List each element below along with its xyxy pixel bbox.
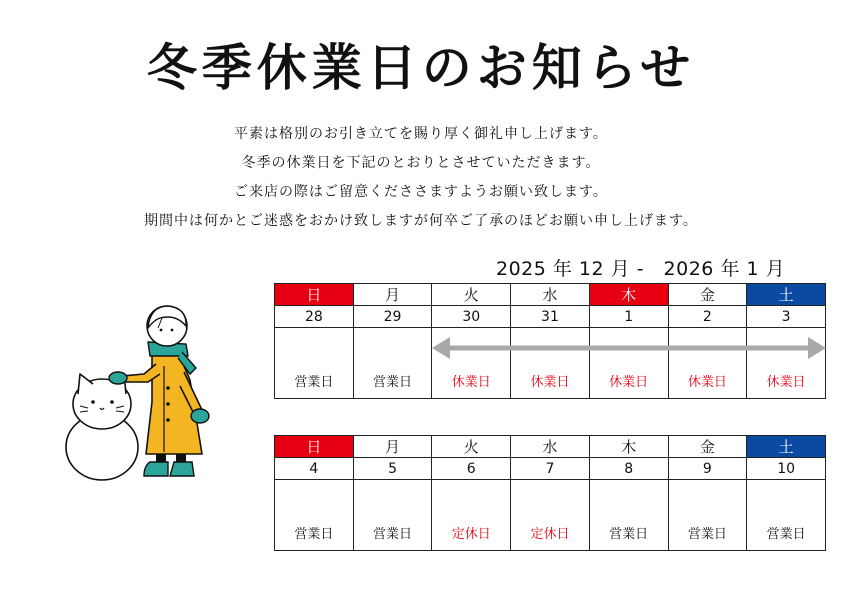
message-line: ご来店の際はご留意くだささますようお願い致します。: [234, 184, 608, 200]
day-header-thu: 木: [589, 284, 668, 306]
status-cell-closed: 定休日: [432, 480, 511, 551]
status-cell: 営業日: [275, 328, 354, 399]
message-line: 平素は格別のお引き立てを賜り厚く御礼申し上げます。: [234, 126, 608, 142]
closed-period-arrow-icon: [432, 336, 826, 360]
day-header-mon: 月: [353, 284, 432, 306]
date-cell: 1: [589, 306, 668, 328]
day-header-tue: 火: [432, 436, 511, 458]
status-cell-closed: 休業日: [668, 328, 747, 399]
date-cell: 10: [747, 458, 826, 480]
date-cell: 31: [511, 306, 590, 328]
child-with-snow-cat-icon: [60, 302, 220, 482]
status-cell-closed: 休業日: [432, 328, 511, 399]
date-cell: 6: [432, 458, 511, 480]
message-line: 冬季の休業日を下記のとおりとさせていただきます。: [241, 155, 601, 171]
day-header-wed: 水: [511, 284, 590, 306]
date-cell: 29: [353, 306, 432, 328]
calendar-week-2: [274, 435, 826, 551]
date-cell: 7: [511, 458, 590, 480]
status-cell: 営業日: [747, 480, 826, 551]
page-title: 冬季休業日のお知らせ: [146, 39, 696, 97]
day-header-fri: 金: [668, 284, 747, 306]
day-header-sat: 土: [747, 284, 826, 306]
status-cell: 営業日: [275, 480, 354, 551]
day-header-fri: 金: [668, 436, 747, 458]
day-header-sat: 土: [747, 436, 826, 458]
status-cell-closed: 休業日: [511, 328, 590, 399]
period-label: 2025 年 12 月 - 2026 年 1 月: [496, 258, 786, 280]
status-cell-closed: 休業日: [589, 328, 668, 399]
date-cell: 4: [275, 458, 354, 480]
date-cell: 3: [747, 306, 826, 328]
day-header-tue: 火: [432, 284, 511, 306]
message-line: 期間中は何かとご迷惑をおかけ致しますが何卒ご了承のほどお願い申し上げます。: [144, 213, 698, 229]
day-header-thu: 木: [589, 436, 668, 458]
date-cell: 5: [353, 458, 432, 480]
date-cell: 30: [432, 306, 511, 328]
status-cell: 営業日: [353, 328, 432, 399]
status-cell-closed: 休業日: [747, 328, 826, 399]
notice-message: [0, 120, 842, 236]
status-cell: 営業日: [589, 480, 668, 551]
day-header-mon: 月: [353, 436, 432, 458]
day-header-sun: 日: [275, 436, 354, 458]
day-header-wed: 水: [511, 436, 590, 458]
date-cell: 8: [589, 458, 668, 480]
date-cell: 28: [275, 306, 354, 328]
date-cell: 9: [668, 458, 747, 480]
status-cell: 営業日: [353, 480, 432, 551]
status-cell: 営業日: [668, 480, 747, 551]
status-cell-closed: 定休日: [511, 480, 590, 551]
day-header-sun: 日: [275, 284, 354, 306]
date-cell: 2: [668, 306, 747, 328]
